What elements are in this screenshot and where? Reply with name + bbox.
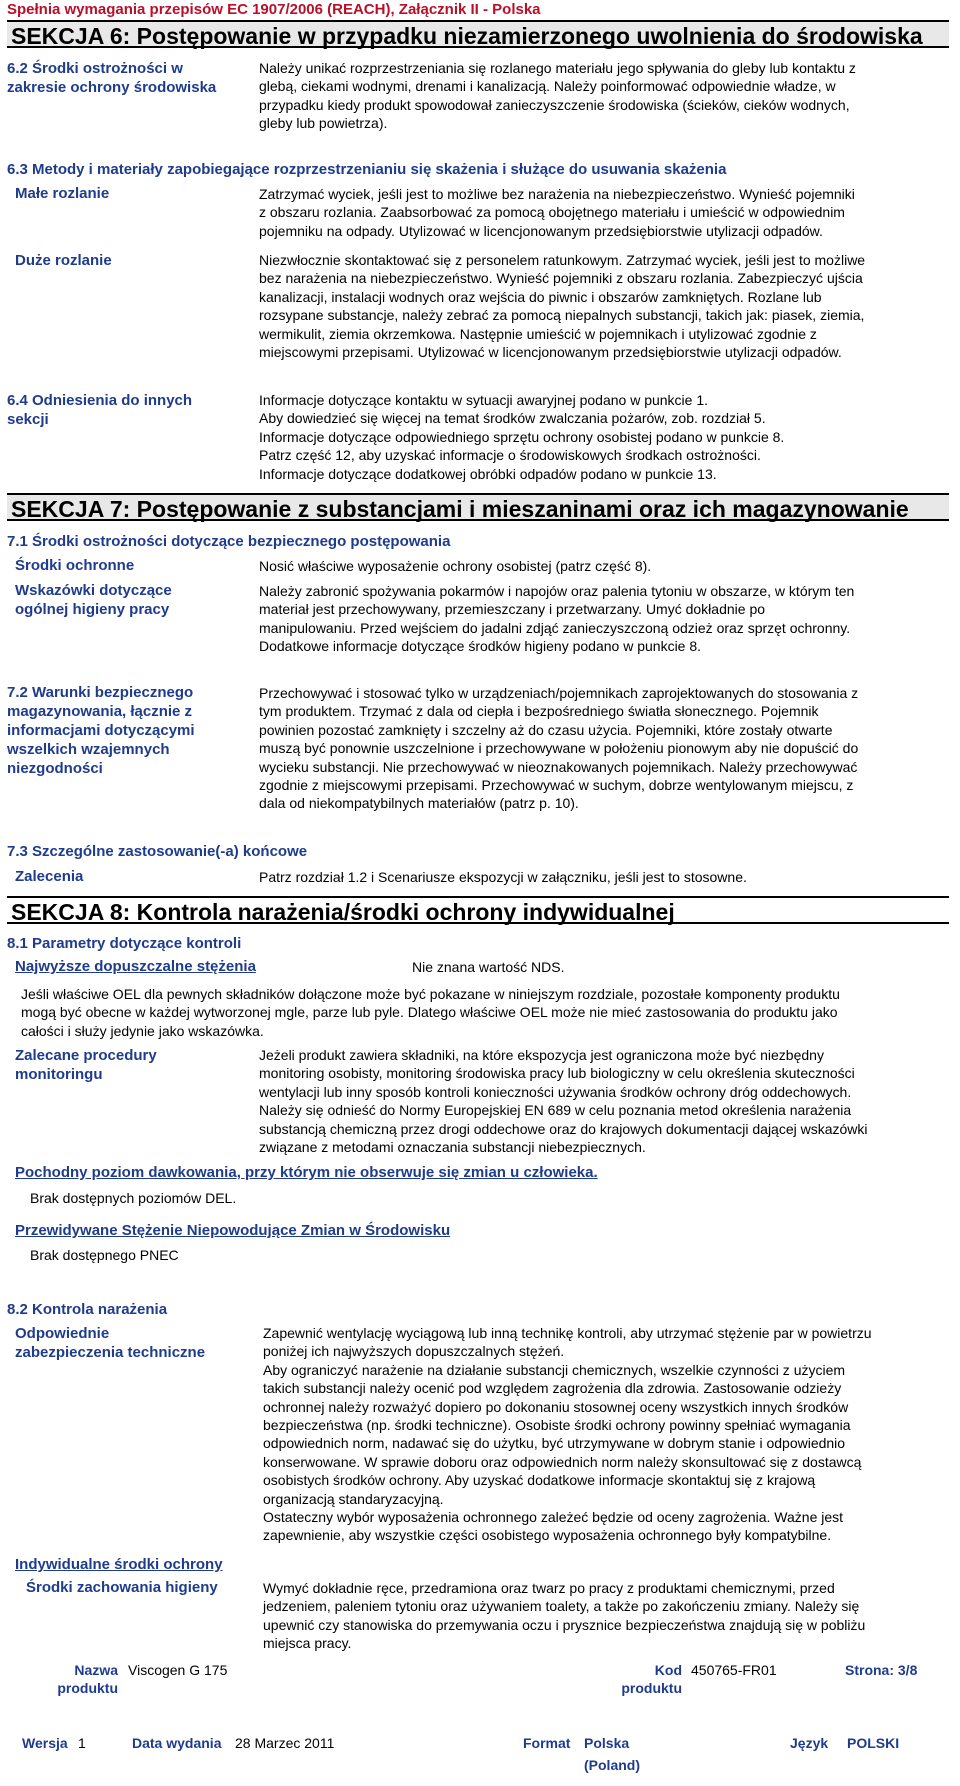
s82-title: 8.2 Kontrola narażenia [7,1301,168,1318]
text-line: Należy zabronić spożywania pokarmów i napojów oraz palenia tytoniu w obszarze, w którym ten [259,583,855,599]
text-line: ochronnej należy rozważyć dopiero po dokonaniu stosownej oceny wszystkich innych środków [263,1398,849,1415]
text-line: miejscowymi przepisami. Utylizować w licencjonowanym przedsiębiorstwie utylizacji odpadów. [259,344,842,361]
text-line: manipulowaniu. Przed wejściem do jadalni zdjąć zanieczyszczoną odzież oraz sprzęt ochronny. [259,619,851,636]
label-line: ogólnej higieny pracy [15,601,170,618]
text-line: Zatrzymać wyciek, jeśli jest to możliwe bez narażenia na niebezpieczeństwo. Wynieść pojemniki [259,186,855,202]
footer-product-code: 450765-FR01 [691,1662,777,1678]
footer-product-name: Viscogen G 175 [128,1662,228,1678]
text-line: monitoring osobisty, monitoring środowiska pracy lub biologiczny w celu określenia skuteczności [259,1065,855,1082]
text-line: powinien pozostać zamknięty i szczelny aż do czasu użycia. Pojemniki, które zostały otwarte [259,721,833,738]
text-line: dala od niekompatybilnych materiałów (patrz p. 10). [259,795,579,812]
text-line: Jeżeli produkt zawiera składniki, na które ekspozycja jest ograniczona może być niezbędny [259,1047,824,1063]
text-line: Patrz część 12, aby uzyskać informacje o środowiskowych środkach ostrożności. [259,447,761,464]
text-line: Wymyć dokładnie ręce, przedramiona oraz twarz po pracy z produktami chemicznymi, przed [263,1580,835,1596]
footer-page-number: Strona: 3/8 [845,1662,918,1678]
text-line: wycieku substancji. Nie przechowywać w nieoznakowanych pojemnikach. Należy przechowywać [259,758,858,775]
text-line: Aby dowiedzieć się więcej na temat środków zwalczania pożarów, zob. rozdział 5. [259,410,766,427]
s62-label-line: 6.2 Środki ostrożności w [7,60,183,77]
large-spill-label: Duże rozlanie [15,252,112,269]
s81-title: 8.1 Parametry dotyczące kontroli [7,935,242,952]
section-7-title: SEKCJA 7: Postępowanie z substancjami i mieszaninami oraz ich magazynowanie [7,493,949,521]
text-line: całości i służy jedynie jako wskazówka. [21,1022,264,1039]
label-line: Odpowiednie [15,1325,110,1342]
hygiene-measures-label: Środki zachowania higieny [26,1579,218,1596]
label-line: 7.2 Warunki bezpiecznego [7,684,194,701]
text-line: Dodatkowe informacje dotyczące środków higieny podano w punkcie 8. [259,638,702,655]
text-line: Należy unikać rozprzestrzeniania się rozlanego materiału jego spływania do gleby lub kontaktu z [259,60,856,76]
s63-title: 6.3 Metody i materiały zapobiegające rozprzestrzenianiu się skażenia i służące do usuwania skażenia [7,161,727,178]
value-line: Polska [584,1735,630,1751]
label-line: Wskazówki dotyczące [15,582,172,599]
text-line: Należy się odnieść do Normy Europejskiej EN 689 w celu poznania metod określenia narażenia [259,1102,852,1119]
footer-issue-date: 28 Marzec 2011 [235,1735,335,1751]
small-spill-text [259,185,855,240]
label-line: Nazwa [74,1662,118,1678]
pnec-label: Przewidywane Stężenie Niepowodujące Zmian w Środowisku [15,1222,451,1239]
monitoring-text [259,1046,868,1156]
footer-version-label: Wersja [22,1735,68,1751]
footer-language-label: Język [790,1735,829,1751]
text-line: upewnić czy stanowiska do przemywania oczu i prysznice bezpieczeństwa znajdują się w pobliżu [263,1616,866,1633]
text-line: substancją chemiczną przez drogi oddechowe oraz do krajowych dokumentacji dającej wskazówki [259,1120,868,1137]
s62-text [259,59,856,133]
protective-measures-text: Nosić właściwe wyposażenie ochrony osobistej (patrz część 8). [259,558,652,574]
label-line: niezgodności [7,760,103,777]
label-line: wszelkich wzajemnych [7,741,170,758]
text-line: takich substancji należy ocenić pod względem zagrożenia dla zdrowia. Zastosowanie odzieży [263,1380,842,1397]
footer-version: 1 [78,1735,86,1751]
oel-label: Najwyższe dopuszczalne stężenia [15,958,256,975]
text-line: Ostateczny wybór wyposażenia ochronnego zależeć będzie od oceny zagrożenia. Ważne jest [263,1509,844,1526]
pnec-value: Brak dostępnego PNEC [30,1247,179,1263]
label-line: produktu [57,1680,118,1696]
footer-issue-date-label: Data wydania [132,1735,222,1751]
label-line: zabezpieczenia techniczne [15,1344,206,1361]
text-line: Aby ograniczyć narażenie na działanie substancji chemicznych, wszelkie czynności z użyciem [263,1361,846,1378]
oel-note [21,985,840,1040]
text-line: przypadku kiedy produkt spowodował zanieczyszczenie środowiska (ścieków, cieków wodnych, [259,96,850,113]
text-line: organizacją standaryzacyjną. [263,1490,444,1507]
s64-label [7,391,192,429]
document-title: Spełnia wymagania przepisów EC 1907/2006 (REACH), Załącznik II - Polska [7,1,541,18]
text-line: bezpieczeństwa (np. środki techniczne). Osobiste środki ochrony powinny spełniać wymagania [263,1417,851,1434]
section-8-title: SEKCJA 8: Kontrola narażenia/środki ochrony indywidualnej [7,896,949,924]
hygiene-advice-label [15,581,172,619]
label-line: Kod [654,1662,682,1678]
label-line: monitoringu [15,1066,103,1083]
protective-measures-label: Środki ochronne [15,557,135,574]
text-line: Niezwłocznie skontaktować się z personelem ratunkowym. Zatrzymać wyciek, jeśli jest to możliwe [259,252,866,268]
hygiene-advice-text [259,582,854,656]
text-line: związane z metodami oznaczania substancji niebezpiecznych. [259,1139,646,1156]
text-line: odpowiednich norm, nadawać się do użytku, być utrzymywane w dobrym stanie i odpowiednio [263,1435,846,1452]
recommendations-text: Patrz rozdział 1.2 i Scenariusze ekspozycji w załączniku, jeśli jest to stosowne. [259,869,747,885]
s64-label-line: 6.4 Odniesienia do innych [7,392,193,409]
s64-label-line: sekcji [7,411,49,428]
text-line: materiał jest przechowywany, przemieszczany i przetwarzany. Umyć dokładnie po [259,601,766,618]
text-line: gleby lub powietrza). [259,115,388,132]
footer-product-name-label [44,1661,118,1697]
value-line: (Poland) [584,1757,640,1773]
small-spill-label: Małe rozlanie [15,185,110,202]
text-line: konserwowane. W sprawie doboru oraz odpowiednich norm należy skonsultować się z dostawcą [263,1453,862,1470]
text-line: pojemniku na odpady. Utylizować w licencjonowanym przedsiębiorstwie utylizacji odpadów. [259,222,823,239]
text-line: kanalizacji, instalacji wodnych oraz wejścia do piwnic i obszarów zamkniętych. Rozlane lub [259,288,822,305]
text-line: Informacje dotyczące kontaktu w sytuacji awaryjnej podano w punkcie 1. [259,392,709,408]
s72-label [7,683,195,778]
text-line: Przechowywać i stosować tylko w urządzeniach/pojemnikach zaprojektowanych do stosowania z [259,685,859,701]
text-line: miejsca pracy. [263,1635,352,1652]
s62-label [7,59,216,97]
recommendations-label: Zalecenia [15,868,84,885]
dnel-label: Pochodny poziom dawkowania, przy którym nie obserwuje się zmian u człowieka. [15,1164,598,1181]
text-line: Jeśli właściwe OEL dla pewnych składników dołączone może być pokazane w niniejszym rozdziale, pozostałe komponenty produktu [21,986,840,1002]
label-line: produktu [621,1680,682,1696]
text-line: poniżej ich najwyższych dopuszczalnych stężeń. [263,1343,565,1360]
label-line: magazynowania, łącznie z [7,703,193,720]
ppe-label: Indywidualne środki ochrony [15,1556,223,1573]
text-line: tym produktem. Trzymać z dala od ciepła i bezpośredniego światła słonecznego. Pojemnik [259,703,819,720]
s64-text [259,391,784,483]
text-line: Informacje dotyczące dodatkowej obróbki odpadów podano w punkcie 13. [259,465,717,482]
text-line: bez narażenia na niebezpieczeństwo. Wynieść pojemniki z obszaru rozlania. Zabezpieczyć ujścia [259,270,863,287]
text-line: Zapewnić wentylację wyciągową lub inną technikę kontroli, aby utrzymać stężenie par w powietrzu [263,1325,872,1341]
s73-title: 7.3 Szczególne zastosowanie(-a) końcowe [7,843,308,860]
footer-product-code-label [600,1661,682,1697]
engineering-controls-label [15,1324,205,1362]
text-line: glebą, ciekami wodnymi, drenami i kanalizacją. Należy poinformować odpowiednie władze, w [259,78,836,95]
s72-text [259,684,858,813]
text-line: wermikulit, ziemia okrzemkowa. Następnie umieścić w pojemnikach i utylizować zgodnie z [259,325,817,342]
monitoring-label [15,1046,157,1084]
label-line: Zalecane procedury [15,1047,157,1064]
text-line: muszą być ponownie uszczelnione i przechowywane w położeniu pionowym aby nie dopuścić do [259,740,859,757]
section-6-title: SEKCJA 6: Postępowanie w przypadku niezamierzonego uwolnienia do środowiska [7,20,949,48]
engineering-controls-text [263,1324,872,1545]
text-line: osobistych środków ochrony. Aby uzyskać dodatkowe informacje skontaktuj się z krajową [263,1472,816,1489]
text-line: jedzeniem, paleniem tytoniu oraz używaniem toalety, a także po zakończeniu zmiany. Należy się [263,1598,860,1615]
text-line: zapewnienie, aby wszystkie części osobistego wyposażenia ochronnego były kompatybilne. [263,1527,832,1544]
large-spill-text [259,251,865,361]
text-line: Informacje dotyczące odpowiedniego sprzętu ochrony osobistej podano w punkcie 8. [259,428,785,445]
text-line: zgodnie z miejscowymi przepisami. Przechowywać w suchym, dobrze wentylowanym miejscu, z [259,777,854,794]
dnel-value: Brak dostępnych poziomów DEL. [30,1190,237,1206]
footer-language-value: POLSKI [847,1735,900,1751]
text-line: mogą być obecne w każdej wytworzonej mgle, parze lub pyle. Dlatego właściwe OEL może nie mieć zastosowania do produktu jako [21,1004,838,1021]
footer-format-label: Format [523,1735,571,1751]
footer-format-value [584,1734,640,1774]
s71-title: 7.1 Środki ostrożności dotyczące bezpiecznego postępowania [7,533,451,550]
hygiene-measures-text [263,1579,865,1653]
s62-label-line: zakresie ochrony środowiska [7,79,217,96]
label-line: informacjami dotyczącymi [7,722,195,739]
oel-value: Nie znana wartość NDS. [412,959,565,975]
text-line: z obszaru rozlania. Zaabsorbować za pomocą obojętnego materiału i umieścić w odpowiednim [259,204,845,221]
text-line: wentylacji lub inny sposób kontroli konieczności używania środków ochrony dróg oddechowych. [259,1083,852,1100]
text-line: rozsypane substancje, należy zebrać za pomocą niepalnych substancji, takich jak: piasek, ziemia, [259,307,865,324]
